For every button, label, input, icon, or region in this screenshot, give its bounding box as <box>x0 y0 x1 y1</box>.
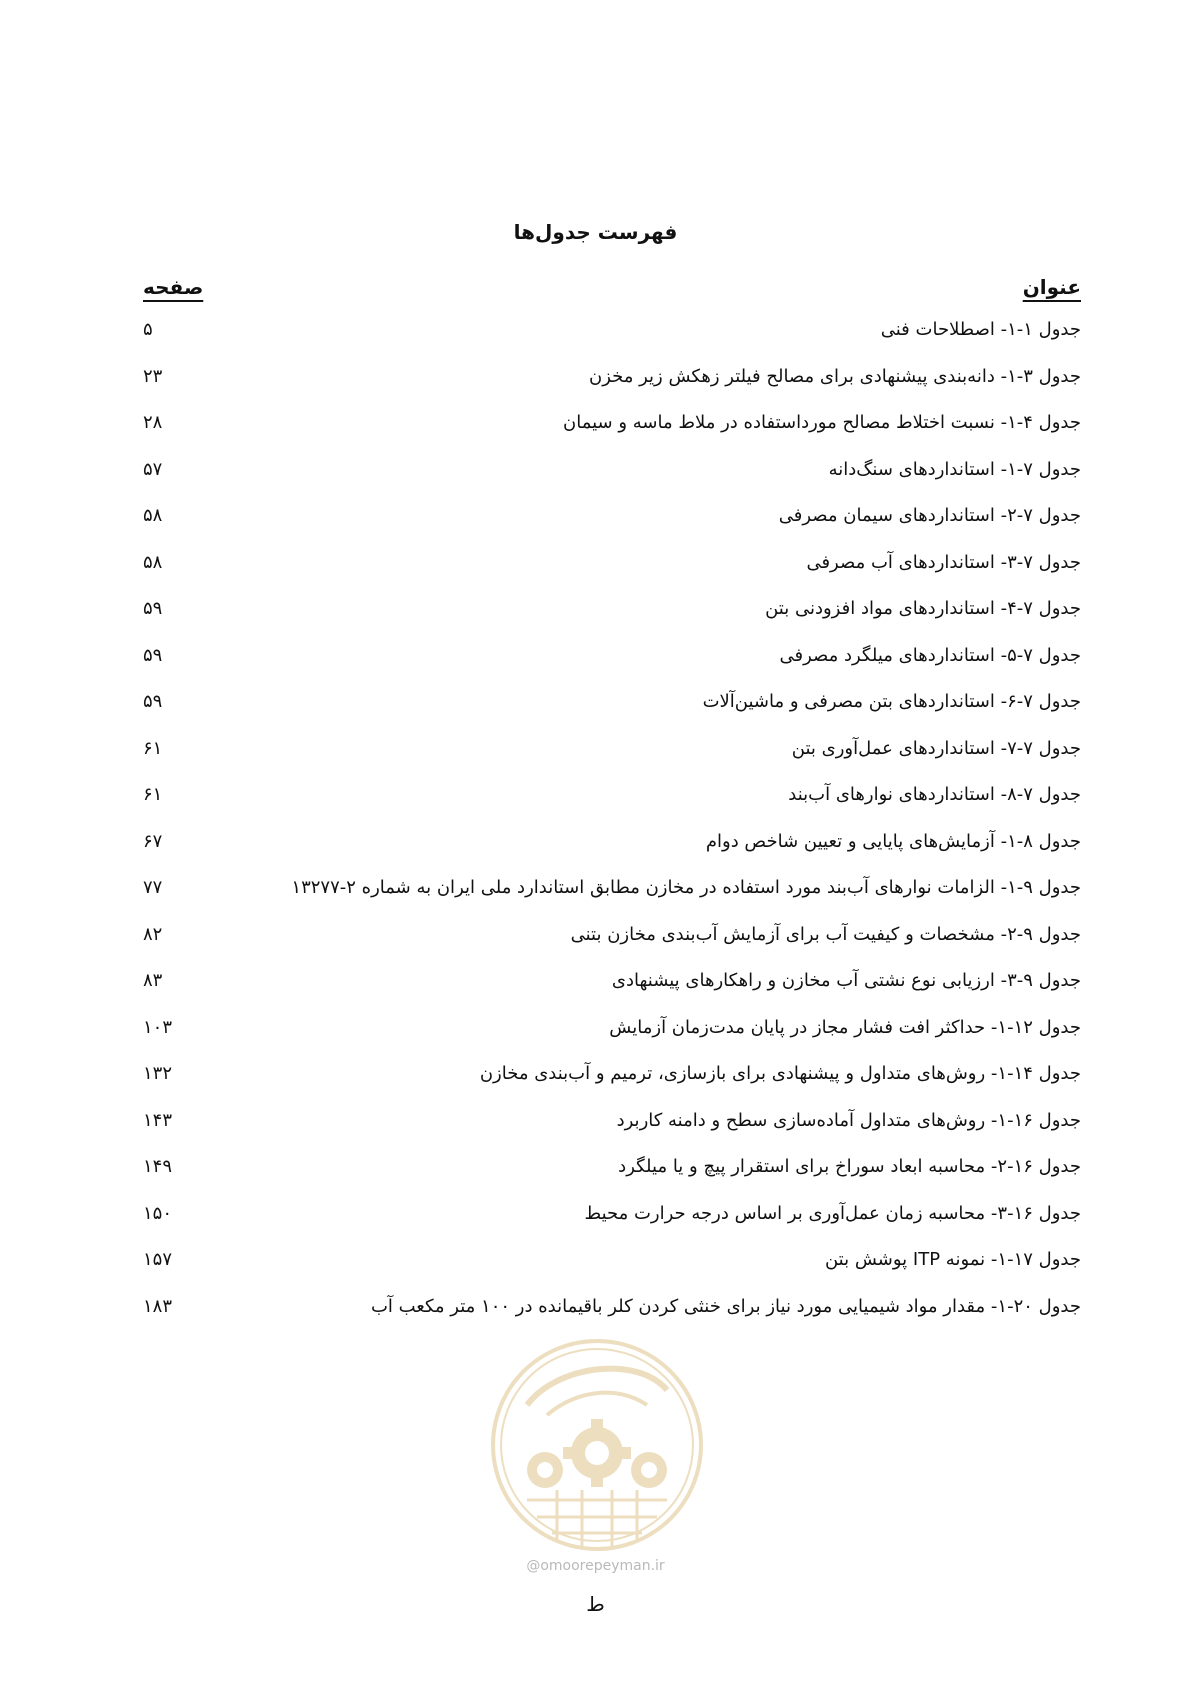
toc-entry-page: ۱۴۹ <box>143 1156 173 1177</box>
toc-entry-page: ۱۳۲ <box>143 1063 173 1084</box>
toc-row[interactable] <box>143 1016 1081 1063</box>
toc-entry-title[interactable]: جدول ۱۶-۲- محاسبه ابعاد سوراخ برای استقرار پیچ و یا میلگرد <box>618 1156 1081 1177</box>
toc-entry-page: ۸۲ <box>143 923 163 945</box>
toc-entry-page: ۵۸ <box>143 505 163 526</box>
toc-entry-title[interactable]: جدول ۷-۸- استانداردهای نوارهای آب‌بند <box>788 784 1081 805</box>
toc-entry-page: ۵۷ <box>143 458 163 480</box>
toc-row[interactable] <box>143 1155 1081 1202</box>
toc-entry-page: ۷۷ <box>143 877 163 898</box>
toc-row[interactable] <box>143 597 1081 644</box>
toc-entry-page: ۱۰۳ <box>143 1016 173 1038</box>
toc-entry-title[interactable]: جدول ۹-۲- مشخصات و کیفیت آب برای آزمایش آب‌بندی مخازن بتنی <box>570 923 1081 945</box>
toc-row[interactable] <box>143 876 1081 923</box>
toc-row[interactable] <box>143 504 1081 551</box>
toc-row[interactable] <box>143 1248 1081 1295</box>
toc-entry-page: ۵۹ <box>143 644 163 666</box>
toc-entry-page: ۱۵۷ <box>143 1249 173 1270</box>
toc-row[interactable] <box>143 365 1081 412</box>
table-of-contents-list <box>143 318 1081 1341</box>
toc-entry-title[interactable]: جدول ۲۰-۱- مقدار مواد شیمیایی مورد نیاز برای خنثی کردن کلر باقیمانده در ۱۰۰ متر مکعب آب <box>370 1295 1081 1317</box>
page-number: ط <box>586 1592 605 1616</box>
toc-entry-page: ۱۴۳ <box>143 1109 173 1131</box>
toc-entry-title[interactable]: جدول ۴-۱- نسبت اختلاط مصالح مورداستفاده در ملاط ماسه و سیمان <box>563 412 1081 433</box>
toc-entry-title[interactable]: جدول ۷-۳- استانداردهای آب مصرفی <box>806 551 1081 573</box>
toc-entry-page: ۶۷ <box>143 830 163 852</box>
toc-row[interactable] <box>143 1202 1081 1249</box>
toc-entry-title[interactable]: جدول ۳-۱- دانه‌بندی پیشنهادی برای مصالح فیلتر زهکش زیر مخزن <box>588 365 1081 387</box>
page-title: فهرست جدول‌ها <box>513 220 678 244</box>
toc-entry-page: ۵۹ <box>143 598 163 619</box>
toc-row[interactable] <box>143 830 1081 877</box>
toc-row[interactable] <box>143 411 1081 458</box>
toc-row[interactable] <box>143 737 1081 784</box>
toc-row[interactable] <box>143 551 1081 598</box>
toc-entry-page: ۲۳ <box>143 365 163 387</box>
toc-row[interactable] <box>143 458 1081 505</box>
toc-row[interactable] <box>143 783 1081 830</box>
toc-entry-title[interactable]: جدول ۱۷-۱- نمونه ITP پوشش بتن <box>824 1249 1081 1270</box>
toc-row[interactable] <box>143 1109 1081 1156</box>
toc-entry-page: ۵۸ <box>143 551 163 573</box>
toc-entry-title[interactable]: جدول ۷-۵- استانداردهای میلگرد مصرفی <box>779 644 1081 666</box>
toc-entry-title[interactable]: جدول ۹-۳- ارزیابی نوع نشتی آب مخازن و راهکارهای پیشنهادی <box>611 970 1081 991</box>
toc-entry-page: ۶۱ <box>143 784 163 805</box>
toc-entry-title[interactable]: جدول ۱-۱- اصطلاحات فنی <box>880 319 1081 340</box>
toc-entry-title[interactable]: جدول ۷-۷- استانداردهای عمل‌آوری بتن <box>791 737 1081 759</box>
watermark-logo <box>487 1335 707 1555</box>
column-header-page: صفحه <box>143 275 204 299</box>
toc-entry-title[interactable]: جدول ۸-۱- آزمایش‌های پایایی و تعیین شاخص دوام <box>705 830 1081 852</box>
toc-entry-page: ۲۸ <box>143 412 163 433</box>
toc-entry-page: ۸۳ <box>143 970 163 991</box>
toc-entry-title[interactable]: جدول ۷-۴- استانداردهای مواد افزودنی بتن <box>765 598 1081 619</box>
toc-row[interactable] <box>143 318 1081 365</box>
toc-entry-page: ۵۹ <box>143 691 163 712</box>
toc-row[interactable] <box>143 923 1081 970</box>
column-header-title: عنوان <box>1022 275 1081 299</box>
toc-entry-title[interactable]: جدول ۱۲-۱- حداکثر افت فشار مجاز در پایان مدت‌زمان آزمایش <box>609 1016 1081 1038</box>
toc-entry-page: ۱۸۳ <box>143 1295 173 1317</box>
toc-row[interactable] <box>143 644 1081 691</box>
toc-entry-title[interactable]: جدول ۷-۲- استانداردهای سیمان مصرفی <box>778 505 1081 526</box>
toc-entry-page: ۶۱ <box>143 737 163 759</box>
toc-row[interactable] <box>143 1062 1081 1109</box>
toc-entry-title[interactable]: جدول ۱۶-۱- روش‌های متداول آماده‌سازی سطح و دامنه کاربرد <box>616 1109 1081 1131</box>
toc-row[interactable] <box>143 690 1081 737</box>
toc-entry-title[interactable]: جدول ۷-۱- استانداردهای سنگ‌دانه <box>828 458 1081 480</box>
toc-entry-title[interactable]: جدول ۷-۶- استانداردهای بتن مصرفی و ماشین‌آلات <box>702 691 1081 712</box>
toc-row[interactable] <box>143 969 1081 1016</box>
toc-entry-page: ۱۵۰ <box>143 1202 173 1224</box>
toc-entry-title[interactable]: جدول ۱۶-۳- محاسبه زمان عمل‌آوری بر اساس درجه حرارت محیط <box>584 1202 1081 1224</box>
watermark-url: @omoorepeyman.ir <box>526 1558 665 1574</box>
toc-entry-page: ۵ <box>143 319 153 340</box>
toc-entry-title[interactable]: جدول ۹-۱- الزامات نوارهای آب‌بند مورد استفاده در مخازن مطابق استاندارد ملی ایران به شماره ۲-۱۳۲۷۷ <box>291 877 1081 898</box>
toc-entry-title[interactable]: جدول ۱۴-۱- روش‌های متداول و پیشنهادی برای بازسازی، ترمیم و آب‌بندی مخازن <box>479 1063 1081 1084</box>
